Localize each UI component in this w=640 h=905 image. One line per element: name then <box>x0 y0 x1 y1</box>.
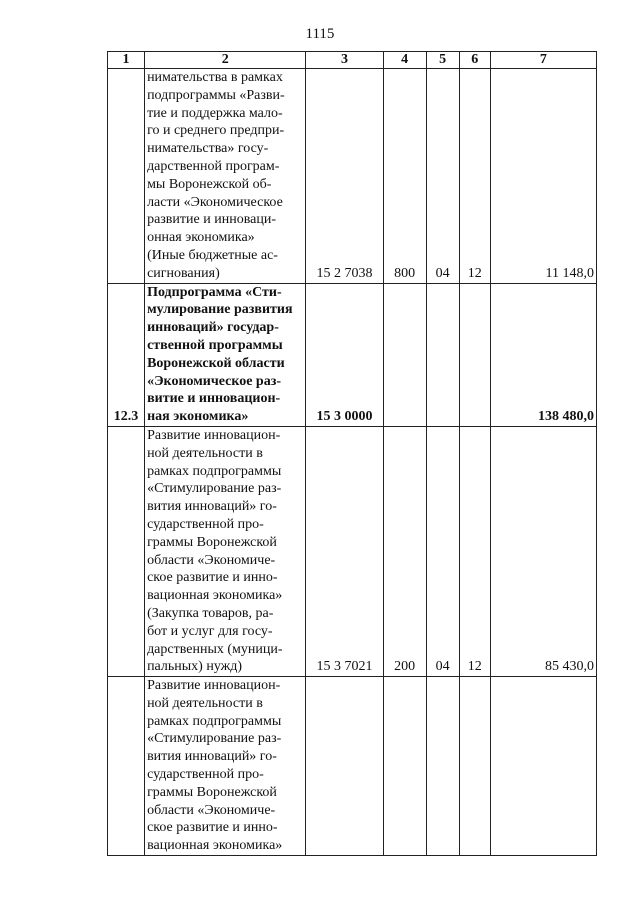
table-header-row <box>108 52 597 69</box>
description-line: ственной программы <box>147 337 283 353</box>
row-number-cell <box>108 69 145 284</box>
column-header: 2 <box>145 52 306 69</box>
description-line: развитие и инноваци- <box>147 212 276 228</box>
column-header: 7 <box>490 52 596 69</box>
row-number-cell: 12.3 <box>108 283 145 426</box>
description-line: мы Воронежской об- <box>147 176 272 192</box>
budget-table <box>107 51 597 856</box>
description-line: ной деятельности в <box>147 445 263 461</box>
row-description-cell <box>145 426 306 676</box>
description-line: ласти «Экономическое <box>147 194 283 210</box>
description-line: вития инноваций» го- <box>147 749 277 765</box>
row-code-cell: 15 3 0000 <box>306 283 383 426</box>
table-row <box>108 426 597 676</box>
column-header: 4 <box>383 52 426 69</box>
description-line: мулирование развития <box>147 302 293 318</box>
description-line: го и среднего предпри- <box>147 123 285 139</box>
description-line: «Стимулирование раз- <box>147 731 282 747</box>
description-line: граммы Воронежской <box>147 534 277 550</box>
description-line: онная экономика» <box>147 230 255 246</box>
row-code-cell <box>306 677 383 856</box>
row-number-cell <box>108 677 145 856</box>
table-body <box>108 69 597 856</box>
description-line: дарственной програм- <box>147 158 280 174</box>
description-line: вационная экономика» <box>147 838 283 854</box>
row-code-cell: 15 2 7038 <box>306 69 383 284</box>
description-line: ское развитие и инно- <box>147 570 278 586</box>
description-line: нимательства в рамках <box>147 70 283 85</box>
row-amount-cell: 85 430,0 <box>490 426 596 676</box>
description-line: ское развитие и инно- <box>147 820 278 836</box>
description-line: сударственной про- <box>147 767 264 783</box>
description-line: инноваций» государ- <box>147 320 279 336</box>
row-col6-cell <box>459 677 490 856</box>
row-col6-cell <box>459 283 490 426</box>
row-description-cell <box>145 69 306 284</box>
column-header: 6 <box>459 52 490 69</box>
description-line: подпрограммы «Разви- <box>147 87 285 103</box>
description-line: рамках подпрограммы <box>147 463 282 479</box>
description-line: (Закупка товаров, ра- <box>147 605 274 621</box>
description-line: вационная экономика» <box>147 588 283 604</box>
row-number-cell <box>108 426 145 676</box>
row-col5-cell <box>426 677 459 856</box>
description-line: ная экономика» <box>147 409 249 425</box>
row-amount-cell <box>490 677 596 856</box>
description-line: дарственных (муници- <box>147 641 283 657</box>
description-line: «Стимулирование раз- <box>147 481 282 497</box>
description-line: сударственной про- <box>147 516 264 532</box>
description-line: ной деятельности в <box>147 695 263 711</box>
row-description-cell <box>145 283 306 426</box>
row-code-cell: 15 3 7021 <box>306 426 383 676</box>
description-line: области «Экономиче- <box>147 802 276 818</box>
row-amount-cell: 138 480,0 <box>490 283 596 426</box>
page-number: 1115 <box>305 26 335 42</box>
description-line: витие и инновацион- <box>147 391 281 407</box>
row-col6-cell: 12 <box>459 69 490 284</box>
row-col4-cell <box>383 677 426 856</box>
row-amount-cell: 11 148,0 <box>490 69 596 284</box>
row-col4-cell: 800 <box>383 69 426 284</box>
description-line: сигнования) <box>147 265 220 281</box>
table-row <box>108 677 597 856</box>
row-col4-cell <box>383 283 426 426</box>
description-line: тие и поддержка мало- <box>147 105 283 121</box>
table-row <box>108 69 597 284</box>
description-line: Развитие инновацион- <box>147 427 281 443</box>
description-line: нимательства» госу- <box>147 141 269 157</box>
description-line: Подпрограмма «Сти- <box>147 284 282 300</box>
description-line: области «Экономиче- <box>147 552 276 568</box>
row-description-cell <box>145 677 306 856</box>
row-col5-cell: 04 <box>426 426 459 676</box>
column-header: 5 <box>426 52 459 69</box>
row-col4-cell: 200 <box>383 426 426 676</box>
description-line: бот и услуг для госу- <box>147 623 273 639</box>
description-line: пальных) нужд) <box>147 659 243 675</box>
column-header: 3 <box>306 52 383 69</box>
description-line: «Экономическое раз- <box>147 373 282 389</box>
table-row <box>108 283 597 426</box>
row-col6-cell: 12 <box>459 426 490 676</box>
column-header: 1 <box>108 52 145 69</box>
row-col5-cell: 04 <box>426 69 459 284</box>
description-line: Воронежской области <box>147 355 285 371</box>
description-line: вития инноваций» го- <box>147 499 277 515</box>
description-line: (Иные бюджетные ас- <box>147 247 278 263</box>
description-line: граммы Воронежской <box>147 784 277 800</box>
description-line: Развитие инновацион- <box>147 678 281 694</box>
description-line: рамках подпрограммы <box>147 713 282 729</box>
row-col5-cell <box>426 283 459 426</box>
